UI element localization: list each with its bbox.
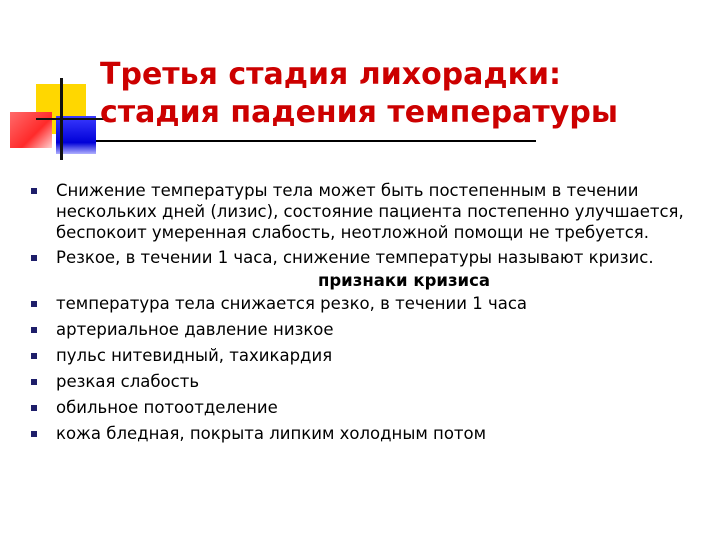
list-item [30,180,700,243]
list-item [30,397,700,418]
bullet-icon [31,353,37,359]
list-item-text: пульс нитевидный, тахикардия [56,346,333,365]
slide-title: Третья стадия лихорадки: стадия падения температуры [100,57,618,130]
list-item-text: резкая слабость [56,372,200,391]
logo-horizontal-line [36,118,108,120]
slide-content [30,180,700,444]
bullet-icon [31,327,37,333]
bullet-icon [31,255,37,261]
title-divider [96,140,536,142]
list-item [30,247,700,268]
decorative-logo [0,0,110,170]
bullet-icon [31,405,37,411]
list-item-text: обильное потоотделение [56,398,278,417]
list-item-text: кожа бледная, покрыта липким холодным потом [56,424,487,443]
bullet-icon [31,431,37,437]
list-item [30,319,700,340]
subheading: признаки кризиса [317,271,491,290]
list-item-text: артериальное давление низкое [56,320,334,339]
bullet-icon [31,188,37,194]
bullet-icon [31,301,37,307]
bullet-icon [31,379,37,385]
list-item [30,293,700,314]
list-item [30,423,700,444]
list-item [30,345,700,366]
list-item-text: Резкое, в течении 1 часа, снижение температуры называют кризис. [56,248,654,267]
list-item [30,371,700,392]
list-item-text: Снижение температуры тела может быть постепенным в течении нескольких дней (лизис), состояние пациента постепенно улучшается, беспокоит умеренная слабость, неотложной помощи не требуется. [56,181,684,242]
list-item-text: температура тела снижается резко, в течении 1 часа [56,294,528,313]
